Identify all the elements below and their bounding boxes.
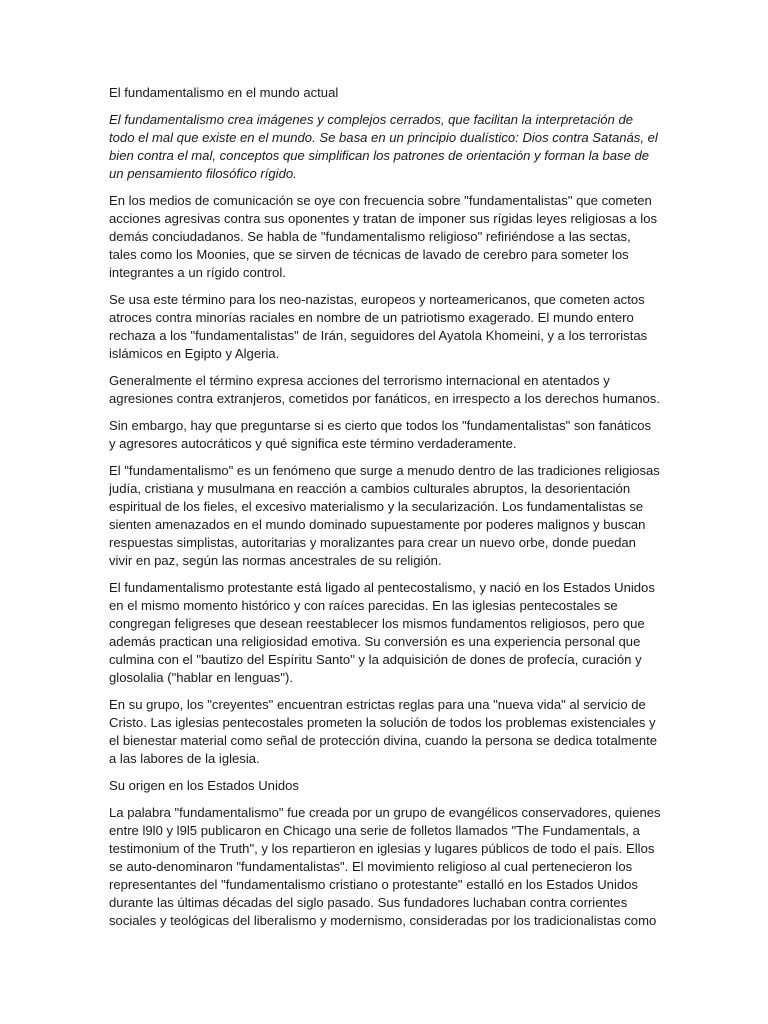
body-paragraph: El fundamentalismo protestante está ligado al pentecostalismo, y nació en los Estados Unidos en el mismo momento histórico y con raíces parecidas. En las iglesias pentecostales se congregan feligreses que desean reestablecer los mismos fundamentos religiosos, pero que además practican una religiosidad emotiva. Su conversión es una experiencia personal que culmina con el "bautizo del Espíritu Santo" y la adquisición de dones de profecía, curación y glosolalia ("hablar en lenguas"). xyxy=(109,580,655,685)
lead-paragraph: El fundamentalismo crea imágenes y complejos cerrados, que facilitan la interpretación de todo el mal que existe en el mundo. Se basa en un principio dualístico: Dios contra Satanás, el bien contra el mal, conceptos que simplifican los patrones de orientación y forman la base de un pensamiento filosófico rígido. xyxy=(109,112,658,181)
document-page xyxy=(109,84,661,939)
body-paragraph: En los medios de comunicación se oye con frecuencia sobre "fundamentalistas" que cometen acciones agresivas contra sus oponentes y tratan de imponer sus rígidas leyes religiosas a los demás conciudadanos. Se habla de "fundamentalismo religioso" refiriéndose a las sectas, tales como los Moonies, que se sirven de técnicas de lavado de cerebro para someter los integrantes a un rígido control. xyxy=(109,193,658,280)
body-paragraph: En su grupo, los "creyentes" encuentran estrictas reglas para una "nueva vida" al servicio de Cristo. Las iglesias pentecostales prometen la solución de todos los problemas existenciales y el bienestar material como señal de protección divina, cuando la persona se dedica totalmente a las labores de la iglesia. xyxy=(109,697,658,766)
section-heading: Su origen en los Estados Unidos xyxy=(109,778,299,793)
body-paragraph: El "fundamentalismo" es un fenómeno que surge a menudo dentro de las tradiciones religiosas judía, cristiana y musulmana en reacción a cambios culturales abruptos, la desorientación espiritual de los fieles, el excesivo materialismo y la secularización. Los fundamentalistas se sienten amenazados en el mundo dominado supuestamente por poderes malignos y buscan respuestas simplistas, autoritarias y moralizantes para crear un nuevo orbe, donde puedan vivir en paz, según las normas ancestrales de su religión. xyxy=(109,463,660,568)
document-title: El fundamentalismo en el mundo actual xyxy=(109,85,339,100)
body-paragraph: La palabra "fundamentalismo" fue creada por un grupo de evangélicos conservadores, quienes entre l9l0 y l9l5 publicaron en Chicago una serie de folletos llamados "The Fundamentals, a testimonium of the Truth", y los repartieron en iglesias y lugares públicos de todo el país. Ellos se auto-denominaron "fundamentalistas". El movimiento religioso al cual pertenecieron los representantes del "fundamentalismo cristiano o protestante" estalló en los Estados Unidos durante las últimas décadas del siglo pasado. Sus fundadores luchaban contra corrientes sociales y teológicas del liberalismo y modernismo, consideradas por los tradicionalistas como xyxy=(109,805,661,928)
body-paragraph: Sin embargo, hay que preguntarse si es cierto que todos los "fundamentalistas" son fanáticos y agresores autocráticos y qué significa este término verdaderamente. xyxy=(109,418,652,451)
body-paragraph: Se usa este término para los neo-nazistas, europeos y norteamericanos, que cometen actos atroces contra minorías raciales en nombre de un patriotismo exagerado. El mundo entero rechaza a los "fundamentalistas" de Irán, seguidores del Ayatola Khomeini, y a los terroristas islámicos en Egipto y Algeria. xyxy=(109,292,648,361)
body-paragraph: Generalmente el término expresa acciones del terrorismo internacional en atentados y agresiones contra extranjeros, cometidos por fanáticos, en irrespecto a los derechos humanos. xyxy=(109,373,660,406)
